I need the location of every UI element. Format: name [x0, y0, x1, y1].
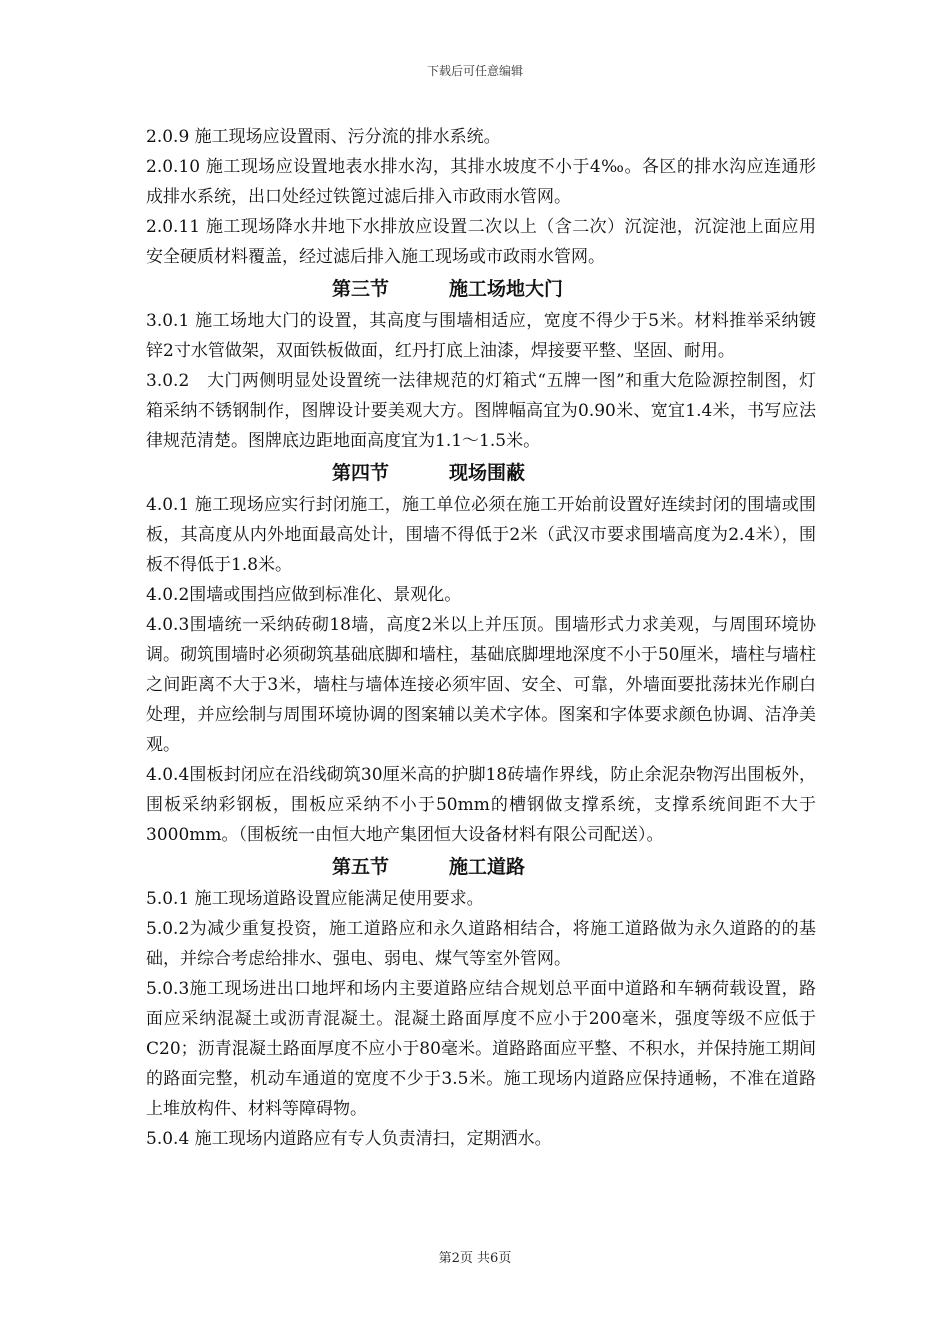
clause-2-0-9: 2.0.9 施工现场应设置雨、污分流的排水系统。 — [146, 127, 501, 147]
clause-5-0-2: 5.0.2为减少重复投资，施工道路应和永久道路相结合，将施工道路做为永久道路的的基础，并综合考虑给排水、强电、弱电、煤气等室外管网。 — [146, 919, 816, 969]
clause-3-0-2: 3.0.2 大门两侧明显处设置统一法律规范的灯箱式“五牌一图”和重大危险源控制图，灯箱采纳不锈钢制作，图牌设计要美观大方。图牌幅高宜为0.90米、宽宜1.4米，书写应法律规范清楚。图牌底边距地面高度宜为1.1～1.5米。 — [146, 371, 816, 451]
clause-3-0-1: 3.0.1 施工场地大门的设置，其高度与围墙相适应，宽度不得少于5米。材料推举采纳镀锌2寸水管做架，双面铁板做面，红丹打底上油漆，焊接要平整、坚固、耐用。 — [146, 311, 816, 361]
clause-4-0-4: 4.0.4围板封闭应在沿线砌筑30厘米高的护脚18砖墙作界线，防止余泥杂物泻出围板外，围板采纳彩钢板，围板应采纳不小于50mm的槽钢做支撑系统，支撑系统间距不大于3000mm。（围板统一由恒大地产集团恒大设备材料有限公司配送）。 — [146, 765, 816, 845]
section-name: 现场围蔽 — [449, 462, 526, 484]
section-name: 施工场地大门 — [449, 278, 564, 300]
section-title-4 — [146, 456, 816, 490]
section-name: 施工道路 — [449, 856, 526, 878]
page-number-footer: 第2页 共6页 — [438, 1251, 512, 1266]
clause-2-0-10: 2.0.10 施工现场应设置地表水排水沟，其排水坡度不小于4‰。各区的排水沟应连通形成排水系统，出口处经过铁篦过滤后排入市政雨水管网。 — [146, 157, 816, 207]
section-title-5 — [146, 850, 816, 884]
clause-4-0-2: 4.0.2围墙或围挡应做到标准化、景观化。 — [146, 585, 462, 605]
clause-5-0-1: 5.0.1 施工现场道路设置应能满足使用要求。 — [146, 889, 484, 909]
section-number: 第四节 — [332, 462, 390, 484]
clause-5-0-4: 5.0.4 施工现场内道路应有专人负责清扫，定期洒水。 — [146, 1129, 552, 1149]
section-number: 第三节 — [332, 278, 390, 300]
clause-5-0-3: 5.0.3施工现场进出口地坪和场内主要道路应结合规划总平面中道路和车辆荷载设置，路面应采纳混凝土或沥青混凝土。混凝土路面厚度不应小于200毫米，强度等级不应低于C20；沥青混凝土路面厚度不应小于80毫米。道路路面应平整、不积水，并保持施工期间的路面完整，机动车通道的宽度不少于3.5米。施工现场内道路应保持通畅，不准在道路上堆放构件、材料等障碍物。 — [146, 979, 816, 1119]
section-number: 第五节 — [332, 856, 390, 878]
clause-4-0-1: 4.0.1 施工现场应实行封闭施工，施工单位必须在施工开始前设置好连续封闭的围墙或围板，其高度从内外地面最高处计，围墙不得低于2米（武汉市要求围墙高度为2.4米），围板不得低于1.8米。 — [146, 495, 816, 575]
page-header-note: 下载后可任意编辑 — [426, 64, 523, 78]
section-title-3 — [146, 272, 816, 306]
document-body — [146, 122, 816, 1154]
clause-2-0-11: 2.0.11 施工现场降水井地下水排放应设置二次以上（含二次）沉淀池，沉淀池上面应用安全硬质材料覆盖，经过滤后排入施工现场或市政雨水管网。 — [146, 217, 816, 267]
clause-4-0-3: 4.0.3围墙统一采纳砖砌18墙，高度2米以上并压顶。围墙形式力求美观，与周围环境协调。砌筑围墙时必须砌筑基础底脚和墙柱，基础底脚埋地深度不小于50厘米，墙柱与墙柱之间距离不大于3米，墙柱与墙体连接必须牢固、安全、可靠，外墙面要批荡抹光作刷白处理，并应绘制与周围环境协调的图案辅以美术字体。图案和字体要求颜色协调、洁净美观。 — [146, 615, 816, 755]
